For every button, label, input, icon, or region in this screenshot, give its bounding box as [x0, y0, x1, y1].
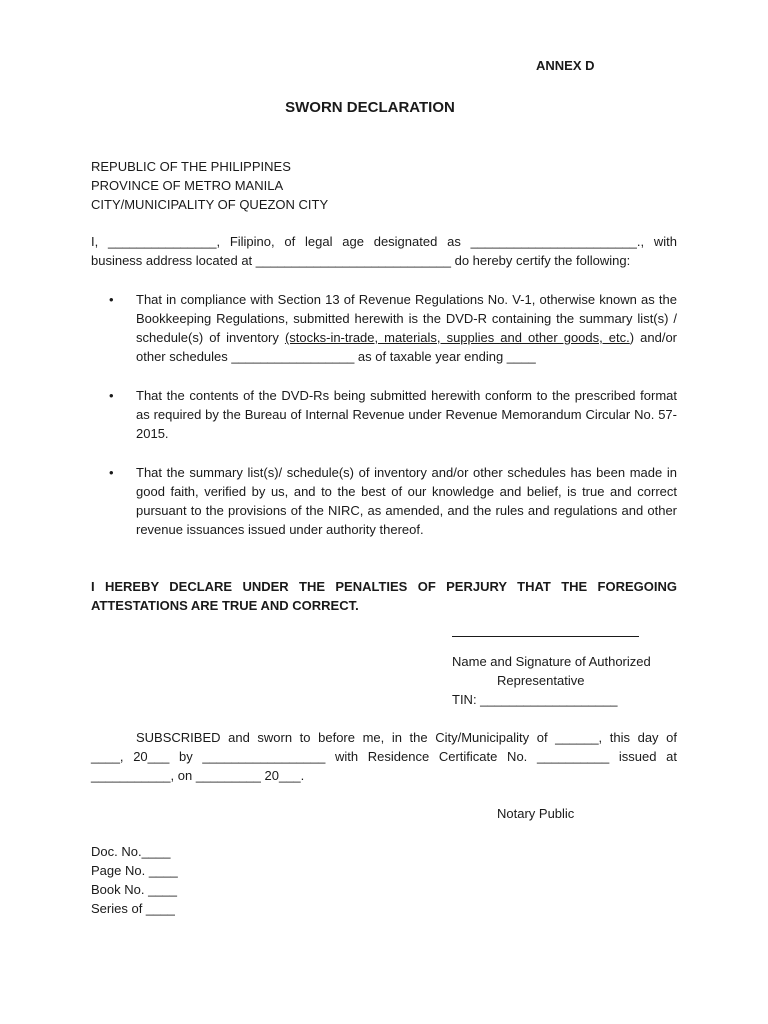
- bullet-icon: •: [109, 388, 114, 403]
- signature-caption-role: Representative: [497, 673, 585, 688]
- list-item-text-part: ) and/or other schedules _________________ as of taxable year ending ____: [136, 330, 678, 364]
- tin-field: TIN: ___________________: [452, 692, 618, 707]
- jurat-line-2: ____, 20___ by _________________ with Residence Certificate No. __________ issued at: [91, 749, 677, 764]
- certification-list: [91, 290, 677, 559]
- perjury-declaration: I HEREBY DECLARE UNDER THE PENALTIES OF PERJURY THAT THE FOREGOING ATTESTATIONS ARE TRUE AND CORRECT.: [91, 579, 677, 613]
- header-line-city: CITY/MUNICIPALITY OF QUEZON CITY: [91, 197, 329, 212]
- bullet-icon: •: [109, 465, 114, 480]
- series-field: Series of ____: [91, 901, 175, 916]
- list-item-underlined-text: (stocks-in-trade, materials, supplies and other goods, etc.: [284, 330, 630, 345]
- bullet-icon: •: [109, 292, 114, 307]
- jurat-line-3: ___________, on _________ 20___.: [91, 768, 305, 783]
- jurisdiction-header: [91, 157, 328, 214]
- header-line-province: PROVINCE OF METRO MANILA: [91, 178, 284, 193]
- book-no-field: Book No. ____: [91, 882, 178, 897]
- intro-line-2: business address located at ___________________________ do hereby certify the following:: [91, 253, 631, 268]
- list-item: [91, 290, 677, 366]
- doc-no-field: Doc. No.____: [91, 844, 171, 859]
- signature-block: [452, 652, 672, 709]
- list-item-text: That the summary list(s)/ schedule(s) of inventory and/or other schedules has been made in good faith, verified by us, and to the best of our knowledge and belief, is true and correct pursuant to the provisions of the NIRC, as amended, and the rules and regulations and other revenue issuances issued under authority thereof.: [136, 465, 677, 537]
- signature-caption: Name and Signature of Authorized: [452, 654, 651, 669]
- signature-line: [452, 636, 639, 637]
- page-no-field: Page No. ____: [91, 863, 178, 878]
- header-line-country: REPUBLIC OF THE PHILIPPINES: [91, 159, 291, 174]
- annex-label: ANNEX D: [536, 58, 595, 73]
- document-title: SWORN DECLARATION: [285, 99, 455, 116]
- list-item-text-part: That in compliance with Section 13 of Revenue Regulations No. V-1, otherwise known as the Bookkeeping Regulations, submitted herewith is the DVD-R containing the summary list(s) / schedule(s) of inventory: [136, 292, 677, 345]
- list-item: [91, 463, 677, 539]
- list-item-text: [136, 290, 677, 366]
- jurat-paragraph: [91, 728, 677, 785]
- list-item: [91, 386, 677, 443]
- jurat-line-1: SUBSCRIBED and sworn to before me, in the City/Municipality of ______, this day of: [136, 730, 677, 745]
- notarial-register-block: [91, 842, 178, 918]
- intro-paragraph: [91, 232, 677, 270]
- intro-line-1: I, _______________, Filipino, of legal age designated as _______________________., with: [91, 234, 677, 249]
- notary-public-label: Notary Public: [497, 806, 575, 821]
- list-item-text: That the contents of the DVD-Rs being submitted herewith conform to the prescribed format as required by the Bureau of Internal Revenue under Revenue Memorandum Circular No. 57-2015.: [136, 388, 677, 441]
